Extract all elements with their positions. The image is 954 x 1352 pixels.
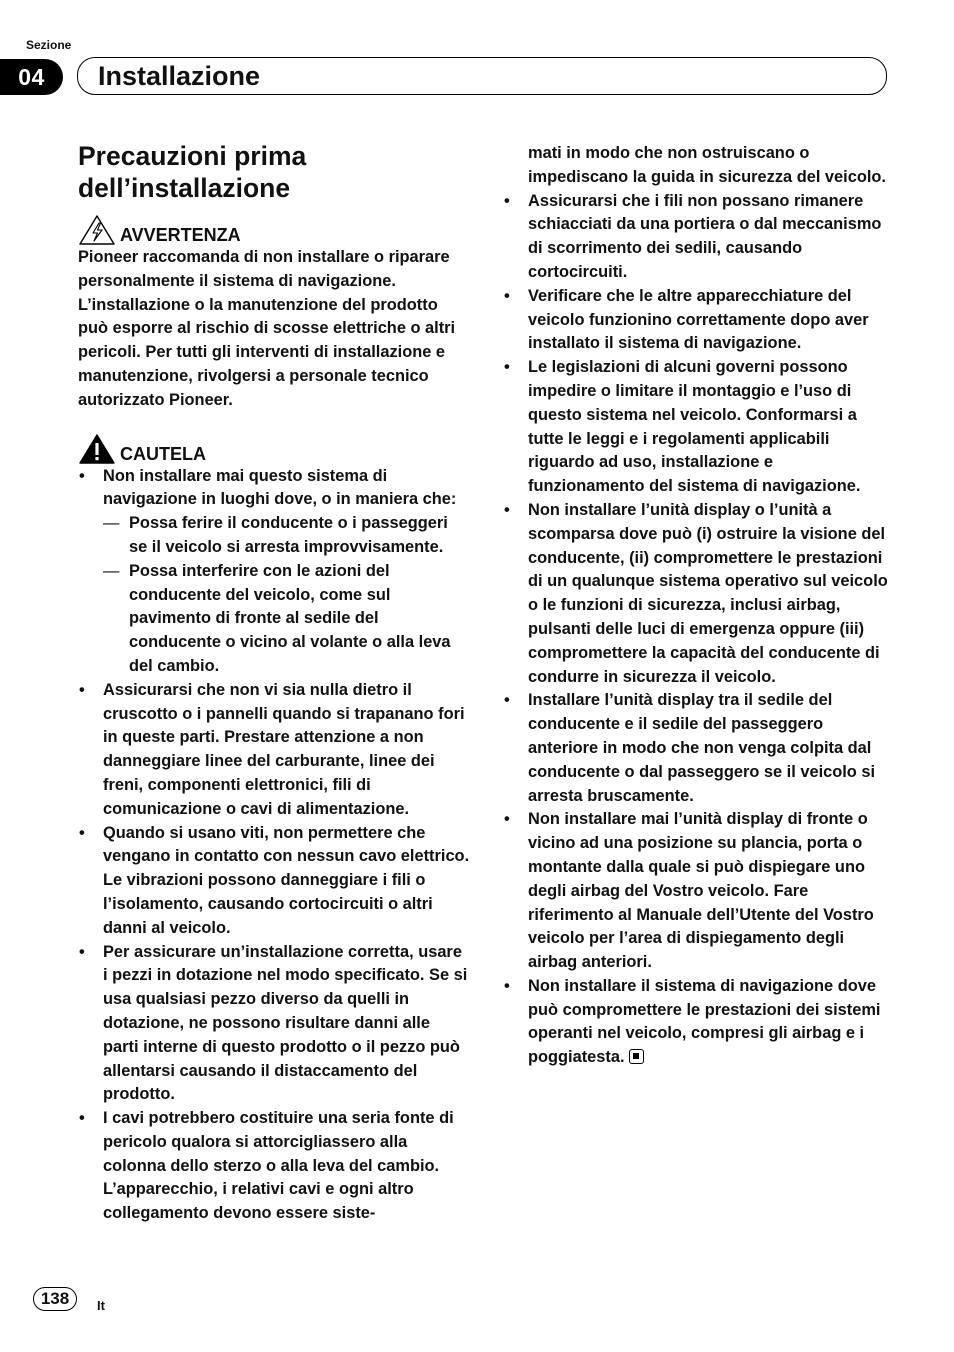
end-of-section-icon bbox=[629, 1049, 644, 1064]
sub-list-item: — Possa interferire con le azioni del conducente del veicolo, come sul pavimento di fronte al sedile del conducente o vicino al volante o alla leva del cambio. bbox=[103, 560, 470, 679]
caution-list bbox=[78, 465, 470, 1227]
section-number: 04 bbox=[0, 59, 63, 95]
list-item-text: Non installare mai questo sistema di navigazione in luoghi dove, o in maniera che: bbox=[103, 466, 457, 509]
page-number: 138 bbox=[33, 1287, 77, 1311]
caution-sublist bbox=[103, 512, 470, 679]
right-column bbox=[503, 142, 893, 1070]
list-item: • Non installare l’unità display o l’unità a scomparsa dove può (i) ostruire la visione del conducente, (ii) compromettere le prestazioni di un qualunque sistema operativo sul veicolo o le funzioni di sicurezza, inclusi airbag, pulsanti delle luci di emergenza oppure (iii) compromettere la capacità del conducente di condurre in sicurezza il veicolo. bbox=[503, 499, 893, 689]
list-item: • Installare l’unità display tra il sedile del conducente e il sedile del passeggero anteriore in modo che non venga colpita dal conducente o dal passeggero se il veicolo si arresta bruscamente. bbox=[503, 689, 893, 808]
list-item: • Verificare che le altre apparecchiature del veicolo funzionino correttamente dopo aver installato il sistema di navigazione. bbox=[503, 285, 893, 356]
section-title: Installazione bbox=[98, 61, 261, 91]
list-item: • Assicurarsi che non vi sia nulla dietro il cruscotto o i pannelli quando si trapanano fori in queste parti. Prestare attenzione a non danneggiare linee del carburante, linee dei freni, componenti elettronici, fili di comunicazione o cavi di alimentazione. bbox=[78, 679, 470, 822]
warning-label: AVVERTENZA bbox=[120, 225, 241, 245]
list-item bbox=[503, 975, 893, 1070]
sub-list-item: — Possa ferire il conducente o i passeggeri se il veicolo si arresta improvvisamente. bbox=[103, 512, 470, 560]
language-code: It bbox=[97, 1298, 105, 1313]
list-item: • I cavi potrebbero costituire una seria fonte di pericolo qualora si attorcigliassero alla colonna dello sterzo o alla leva del cambio. L’apparecchio, i relativi cavi e ogni altro collegamento devono essere siste- bbox=[78, 1107, 470, 1226]
list-item-text: Non installare il sistema di navigazione dove può compromettere le prestazioni dei sistemi operanti nel veicolo, compresi gli airbag e i poggiatesta. bbox=[528, 976, 881, 1067]
caution-header bbox=[78, 433, 470, 465]
continued-text: mati in modo che non ostruiscano o impediscano la guida in sicurezza del veicolo. bbox=[528, 144, 886, 186]
sezione-label: Sezione bbox=[26, 38, 72, 52]
electric-shock-warning-icon bbox=[78, 214, 116, 246]
list-item: • Le legislazioni di alcuni governi possono impedire o limitare il montaggio e l’uso di questo sistema nel veicolo. Conformarsi a tutte le leggi e i regolamenti applicabili riguardo ad uso, installazione e funzionamento del sistema di navigazione. bbox=[503, 356, 893, 499]
list-item: • Non installare mai l’unità display di fronte o vicino ad una posizione su plancia, porta o montante dalla quale si può dispiegare uno degli airbag del Vostro veicolo. Fare riferimento al Manuale dell’Utente del Vostro veicolo per l’area di dispiegamento degli airbag anteriori. bbox=[503, 808, 893, 975]
list-item bbox=[78, 465, 470, 679]
list-item: • Quando si usano viti, non permettere che vengano in contatto con nessun cavo elettrico. Le vibrazioni possono danneggiare i fili o l’isolamento, causando cortocircuiti o altri danni al veicolo. bbox=[78, 822, 470, 941]
warning-text: Pioneer raccomanda di non installare o riparare personalmente il sistema di navigazione. L’installazione o la manutenzione del prodotto può esporre al rischio di scosse elettriche o altri pericoli. Per tutti gli interventi di installazione e manutenzione, rivolgersi a personale tecnico autorizzato Pioneer. bbox=[78, 248, 456, 409]
list-item: • Per assicurare un’installazione corretta, usare i pezzi in dotazione nel modo specificato. Se si usa qualsiasi pezzo diverso da quelli in dotazione, ne possono risultare danni alle parti interne di questo prodotto o il pezzo può allentarsi causando il distaccamento del prodotto. bbox=[78, 941, 470, 1108]
list-item: • Assicurarsi che i fili non possano rimanere schiacciati da una portiera o dal meccanismo di scorrimento dei sedili, causando cortocircuiti. bbox=[503, 190, 893, 285]
page-heading: Precauzioni prima dell’installazione bbox=[78, 141, 307, 203]
caution-label: CAUTELA bbox=[120, 443, 206, 464]
left-column bbox=[78, 140, 470, 1226]
warning-header bbox=[78, 214, 470, 246]
caution-exclamation-icon bbox=[78, 433, 116, 465]
section-title-box bbox=[77, 57, 887, 95]
caution-list-continued bbox=[503, 190, 893, 1070]
